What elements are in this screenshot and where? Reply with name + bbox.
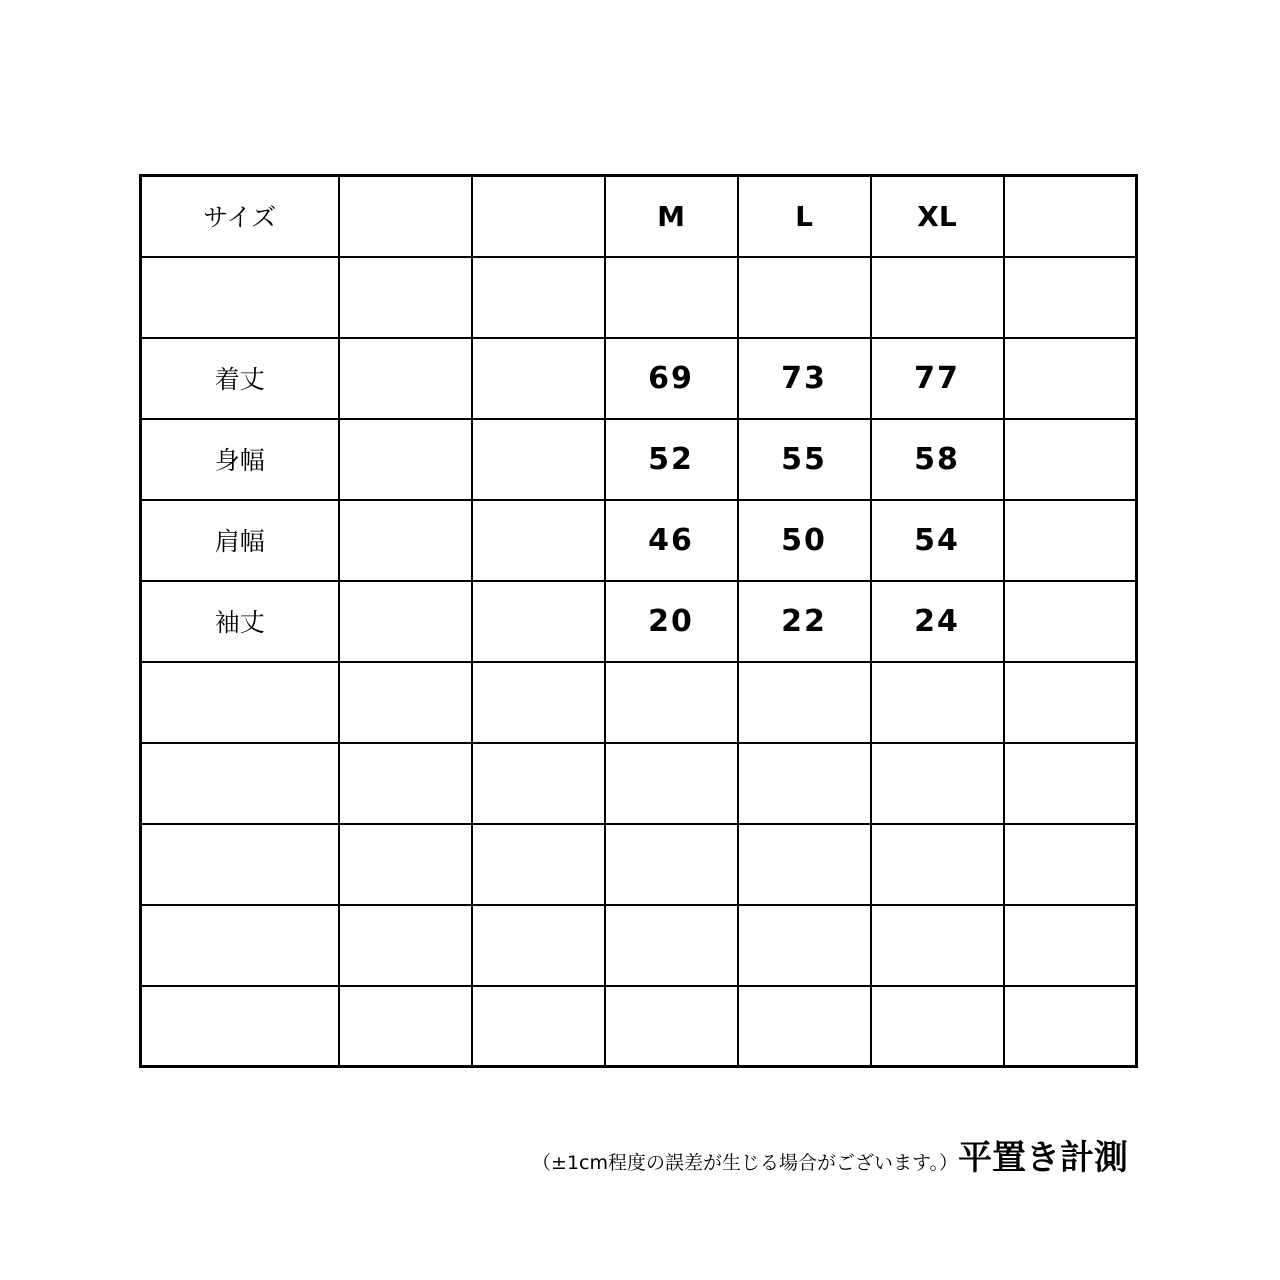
- row-label: 袖丈: [141, 581, 339, 662]
- table-cell: 54: [871, 500, 1004, 581]
- row-label: [141, 986, 339, 1067]
- table-cell: 52: [605, 419, 738, 500]
- table-cell: [472, 986, 605, 1067]
- row-label: [141, 257, 339, 338]
- table-row: [141, 662, 1137, 743]
- table-row-sleeve: [141, 581, 1137, 662]
- table-cell: [472, 257, 605, 338]
- table-cell: [738, 662, 871, 743]
- table-cell: 73: [738, 338, 871, 419]
- row-label: 肩幅: [141, 500, 339, 581]
- table-cell: [605, 905, 738, 986]
- table-cell: [1004, 743, 1137, 824]
- table-cell: [1004, 662, 1137, 743]
- table-cell: [339, 500, 472, 581]
- table-cell: [339, 743, 472, 824]
- table-cell: [1004, 257, 1137, 338]
- table-cell: 77: [871, 338, 1004, 419]
- tolerance-note: （±1cm程度の誤差が生じる場合がございます。）: [532, 1152, 958, 1174]
- table-cell: 46: [605, 500, 738, 581]
- table-cell: [472, 500, 605, 581]
- table-cell: [871, 905, 1004, 986]
- size-header-label: サイズ: [141, 176, 339, 257]
- table-cell: [1004, 500, 1137, 581]
- table-cell: [605, 662, 738, 743]
- measurement-note: [532, 1130, 1128, 1179]
- table-row: [141, 257, 1137, 338]
- table-cell: [1004, 824, 1137, 905]
- table-row-shoulder: [141, 500, 1137, 581]
- row-label: [141, 662, 339, 743]
- table-cell: [871, 824, 1004, 905]
- table-cell: [472, 581, 605, 662]
- measurement-method: 平置き計測: [958, 1138, 1128, 1178]
- table-cell: [472, 743, 605, 824]
- table-cell: [1004, 338, 1137, 419]
- table-row-width: [141, 419, 1137, 500]
- table-cell: 22: [738, 581, 871, 662]
- table-cell: 50: [738, 500, 871, 581]
- table-cell: [605, 986, 738, 1067]
- table-cell: [472, 905, 605, 986]
- table-cell: [339, 986, 472, 1067]
- table-cell: [1004, 986, 1137, 1067]
- table-cell: [1004, 905, 1137, 986]
- table-cell: [871, 743, 1004, 824]
- table-cell: [339, 581, 472, 662]
- table-cell: [738, 743, 871, 824]
- table-cell: [605, 257, 738, 338]
- table-row: [141, 986, 1137, 1067]
- table-cell: 20: [605, 581, 738, 662]
- table-cell: [738, 824, 871, 905]
- size-header-cell: [1004, 176, 1137, 257]
- table-cell: [871, 257, 1004, 338]
- table-cell: 24: [871, 581, 1004, 662]
- table-cell: [605, 824, 738, 905]
- table-cell: [339, 257, 472, 338]
- table-cell: [738, 257, 871, 338]
- table-cell: [472, 419, 605, 500]
- row-label: 身幅: [141, 419, 339, 500]
- table-cell: [472, 824, 605, 905]
- header-row: [141, 176, 1137, 257]
- row-label: [141, 824, 339, 905]
- table-cell: [339, 662, 472, 743]
- table-cell: 69: [605, 338, 738, 419]
- table-cell: 58: [871, 419, 1004, 500]
- table-cell: 55: [738, 419, 871, 500]
- table-cell: [1004, 581, 1137, 662]
- table-cell: [339, 419, 472, 500]
- table-row: [141, 905, 1137, 986]
- row-label: [141, 905, 339, 986]
- table-cell: [339, 905, 472, 986]
- table-cell: [871, 662, 1004, 743]
- table-row: [141, 743, 1137, 824]
- size-header-m: M: [605, 176, 738, 257]
- table-cell: [339, 338, 472, 419]
- table-row: [141, 824, 1137, 905]
- size-header-l: L: [738, 176, 871, 257]
- table-cell: [738, 986, 871, 1067]
- row-label: [141, 743, 339, 824]
- size-chart-table: [139, 174, 1138, 1068]
- table-cell: [738, 905, 871, 986]
- table-cell: [472, 338, 605, 419]
- table-cell: [605, 743, 738, 824]
- size-header-cell: [339, 176, 472, 257]
- table-cell: [871, 986, 1004, 1067]
- size-header-cell: [472, 176, 605, 257]
- table-row-length: [141, 338, 1137, 419]
- table-cell: [472, 662, 605, 743]
- row-label: 着丈: [141, 338, 339, 419]
- table-cell: [339, 824, 472, 905]
- size-header-xl: XL: [871, 176, 1004, 257]
- table-cell: [1004, 419, 1137, 500]
